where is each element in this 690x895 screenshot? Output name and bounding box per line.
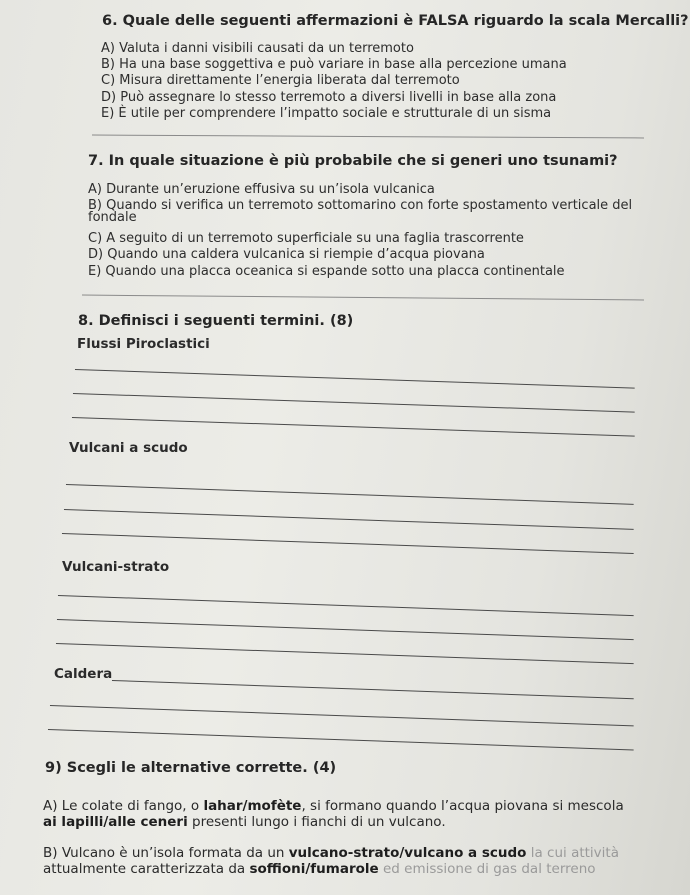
q9-statement-b-line2: attualmente caratterizzata da soffioni/fumarole ed emissione di gas dal terreno [43, 861, 596, 877]
term-vulcani-a-scudo: Vulcani a scudo [69, 440, 188, 456]
answer-line[interactable] [66, 484, 634, 505]
q9-statement-a-line2: ai lapilli/alle ceneri presenti lungo i fianchi di un vulcano. [43, 814, 446, 830]
q6-option-b: B) Ha una base soggettiva e può variare in base alla percezione umana [101, 57, 567, 72]
answer-line[interactable] [58, 595, 634, 616]
answer-line[interactable] [48, 729, 634, 750]
q6-option-a: A) Valuta i danni visibili causati da un terremoto [101, 41, 414, 56]
q6-option-d: D) Può assegnare lo stesso terremoto a diversi livelli in base alla zona [101, 90, 557, 105]
answer-line[interactable] [64, 509, 634, 530]
answer-line[interactable] [72, 417, 635, 437]
q7-option-e: E) Quando una placca oceanica si espande sotto una placca continentale [88, 264, 565, 279]
q7-option-b-cont: fondale [88, 210, 137, 225]
q9-statement-b-line1: B) Vulcano è un’isola formata da un vulcano-strato/vulcano a scudo la cui attività [43, 845, 619, 861]
answer-line[interactable] [112, 680, 634, 699]
question-7-title: 7. In quale situazione è più probabile che si generi uno tsunami? [88, 153, 618, 169]
q7-option-c: C) A seguito di un terremoto superficiale su una faglia trascorrente [88, 231, 524, 246]
answer-line[interactable] [56, 643, 634, 664]
separator-line [82, 295, 644, 301]
question-8-title: 8. Definisci i seguenti termini. (8) [78, 313, 354, 329]
answer-line[interactable] [73, 393, 635, 413]
term-caldera: Caldera [54, 666, 113, 682]
q9-statement-a-line1: A) Le colate di fango, o lahar/mofète, si formano quando l’acqua piovana si mescola [43, 798, 624, 814]
term-vulcani-strato: Vulcani-strato [62, 559, 170, 575]
q7-option-d: D) Quando una caldera vulcanica si riempie d’acqua piovana [88, 247, 485, 262]
choice-lapilli-ceneri[interactable]: ai lapilli/alle ceneri [43, 814, 188, 830]
term-flussi-piroclastici: Flussi Piroclastici [77, 336, 210, 352]
answer-line[interactable] [62, 533, 634, 554]
q6-option-c: C) Misura direttamente l’energia liberata dal terremoto [101, 73, 460, 88]
question-6-title: 6. Quale delle seguenti affermazioni è FALSA riguardo la scala Mercalli? [102, 13, 689, 29]
choice-soffioni-fumarole[interactable]: soffioni/fumarole [249, 861, 379, 877]
question-9-title: 9) Scegli le alternative corrette. (4) [45, 760, 337, 776]
q7-option-a: A) Durante un’eruzione effusiva su un’isola vulcanica [88, 182, 435, 197]
q6-option-e: E) È utile per comprendere l’impatto sociale e strutturale di un sisma [101, 106, 552, 121]
choice-lahar-mofete[interactable]: lahar/mofète [203, 798, 302, 814]
answer-line[interactable] [50, 705, 634, 726]
q7-option-b: B) Quando si verifica un terremoto sottomarino con forte spostamento verticale del [88, 198, 633, 213]
answer-line[interactable] [75, 369, 635, 389]
choice-vulcano-strato-scudo[interactable]: vulcano-strato/vulcano a scudo [288, 845, 527, 861]
separator-line [92, 135, 644, 139]
answer-line[interactable] [57, 619, 634, 640]
